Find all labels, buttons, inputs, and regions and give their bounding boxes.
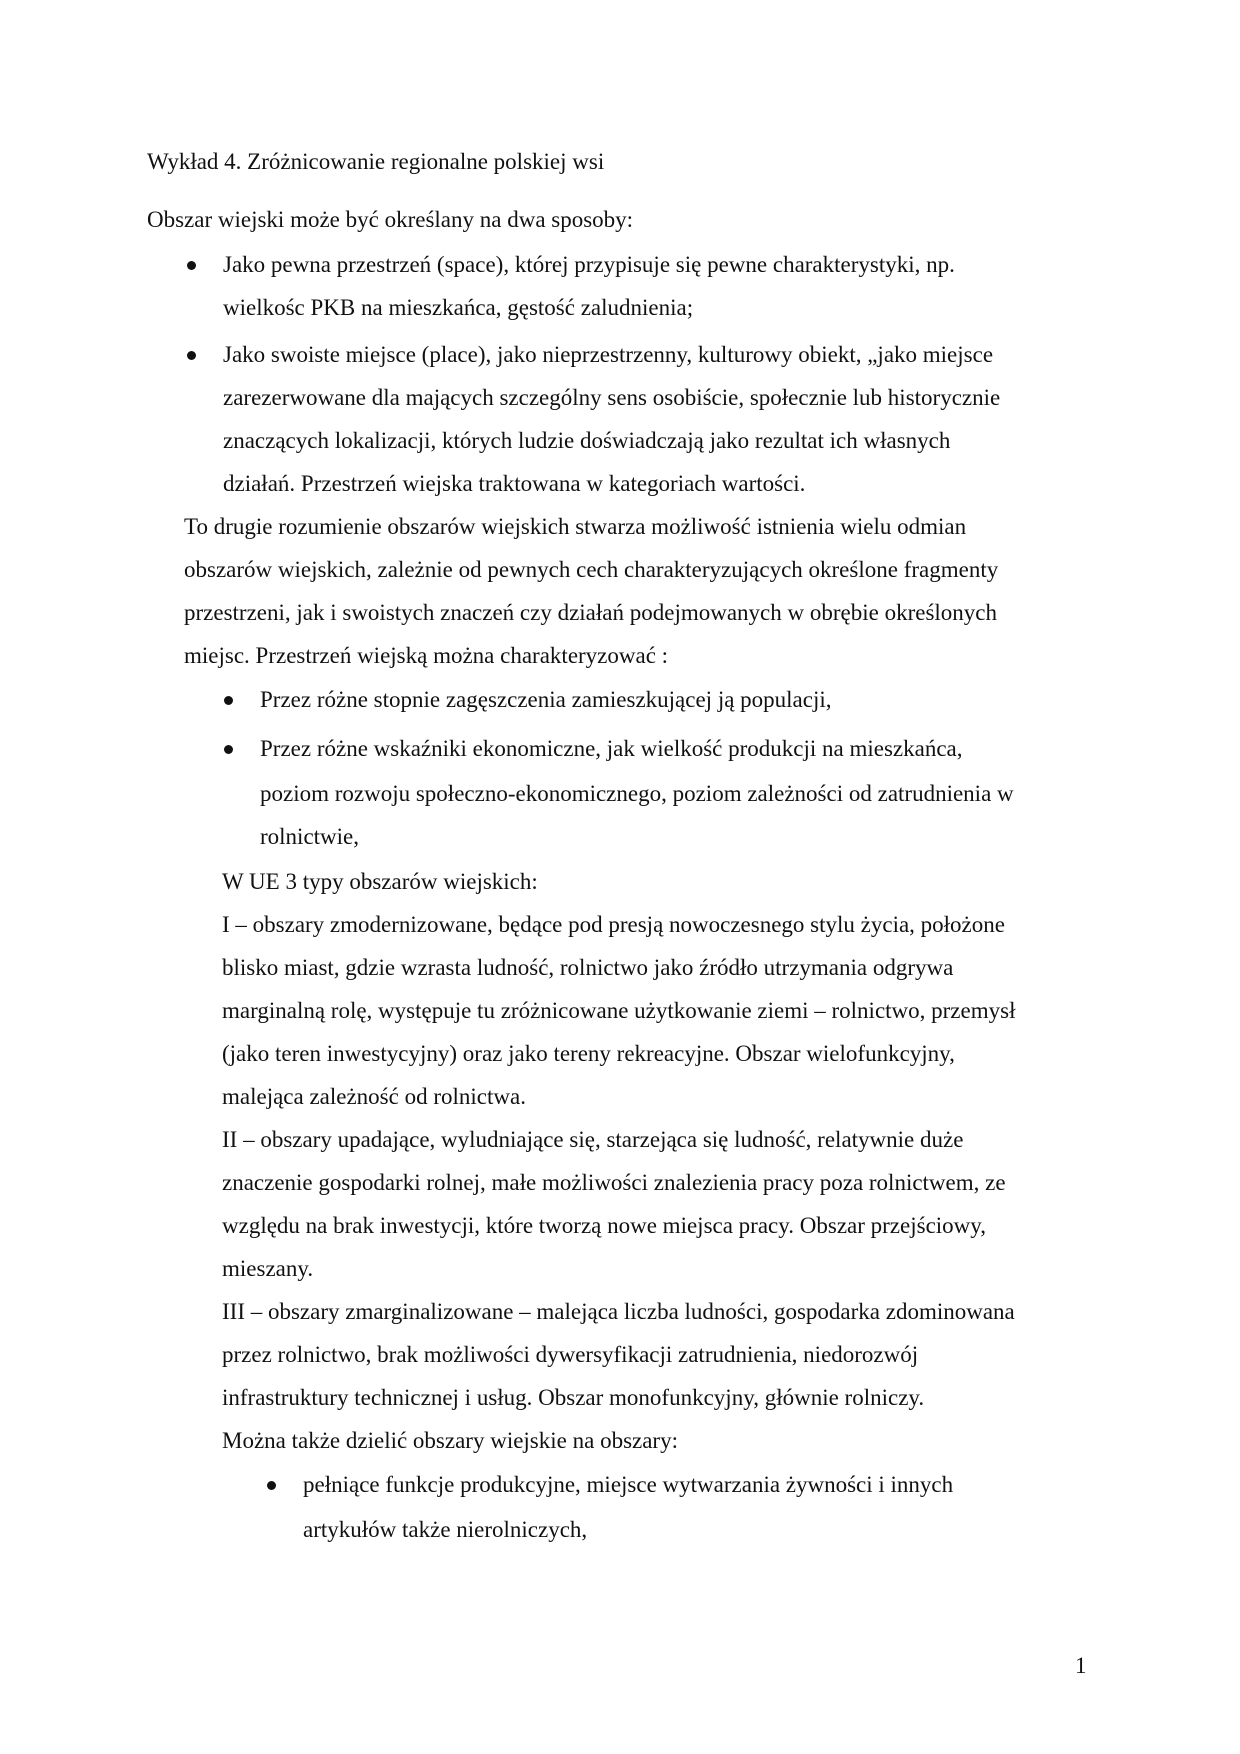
paragraph-line: infrastruktury technicznej i usług. Obszar monofunkcyjny, głównie rolniczy. <box>222 1385 925 1410</box>
intro-paragraph: Obszar wiejski może być określany na dwa sposoby: <box>147 207 634 232</box>
bullet-text: Przez różne wskaźniki ekonomiczne, jak wielkość produkcji na mieszkańca, <box>260 736 963 761</box>
bullet-text: Jako swoiste miejsce (place), jako nieprzestrzenny, kulturowy obiekt, „jako miejsce <box>223 342 994 367</box>
paragraph-line: miejsc. Przestrzeń wiejską można charakteryzować : <box>184 643 669 668</box>
page-number: 1 <box>1075 1653 1087 1678</box>
bullet-text: Jako pewna przestrzeń (space), której przypisuje się pewne charakterystyki, np. <box>223 252 955 277</box>
paragraph-line: malejąca zależność od rolnictwa. <box>222 1084 526 1109</box>
paragraph-line: Można także dzielić obszary wiejskie na obszary: <box>222 1428 678 1453</box>
bullet-text: działań. Przestrzeń wiejska traktowana w kategoriach wartości. <box>223 471 806 496</box>
bullet-text: Przez różne stopnie zagęszczenia zamieszkującej ją populacji, <box>260 687 832 712</box>
paragraph-line: To drugie rozumienie obszarów wiejskich stwarza możliwość istnienia wielu odmian <box>184 514 967 539</box>
bullet-text: pełniące funkcje produkcyjne, miejsce wytwarzania żywności i innych <box>303 1472 954 1497</box>
paragraph-line: przez rolnictwo, brak możliwości dywersyfikacji zatrudnienia, niedorozwój <box>222 1342 919 1367</box>
bullet-dot <box>187 261 196 270</box>
bullet-dot <box>267 1481 276 1490</box>
bullet-text: poziom rozwoju społeczno-ekonomicznego, poziom zależności od zatrudnienia w <box>260 781 1014 806</box>
paragraph-line: znaczenie gospodarki rolnej, małe możliwości znalezienia pracy poza rolnictwem, ze <box>222 1170 1006 1195</box>
document-title: Wykład 4. Zróżnicowanie regionalne polskiej wsi <box>147 149 605 174</box>
paragraph-line: obszarów wiejskich, zależnie od pewnych cech charakteryzujących określone fragmenty <box>184 557 999 582</box>
paragraph-line: przestrzeni, jak i swoistych znaczeń czy działań podejmowanych w obrębie określonych <box>184 600 997 625</box>
bullet-text: rolnictwie, <box>260 824 359 849</box>
bullet-dot <box>187 351 196 360</box>
bullet-text: artykułów także nierolniczych, <box>303 1517 588 1542</box>
paragraph-line: II – obszary upadające, wyludniające się, starzejąca się ludność, relatywnie duże <box>222 1127 964 1152</box>
bullet-dot <box>224 745 233 754</box>
paragraph-line: marginalną rolę, występuje tu zróżnicowane użytkowanie ziemi – rolnictwo, przemysł <box>222 998 1016 1023</box>
paragraph-line: blisko miast, gdzie wzrasta ludność, rolnictwo jako źródło utrzymania odgrywa <box>222 955 954 980</box>
paragraph-line: mieszany. <box>222 1256 314 1281</box>
bullet-text: zarezerwowane dla mających szczególny sens osobiście, społecznie lub historycznie <box>223 385 1001 410</box>
paragraph-line: I – obszary zmodernizowane, będące pod presją nowoczesnego stylu życia, położone <box>222 912 1005 937</box>
paragraph-line: III – obszary zmarginalizowane – malejąca liczba ludności, gospodarka zdominowana <box>222 1299 1015 1324</box>
paragraph-line: W UE 3 typy obszarów wiejskich: <box>222 869 538 894</box>
bullet-text: wielkośc PKB na mieszkańca, gęstość zaludnienia; <box>223 295 694 320</box>
paragraph-line: (jako teren inwestycyjny) oraz jako tereny rekreacyjne. Obszar wielofunkcyjny, <box>222 1041 955 1066</box>
bullet-text: znaczących lokalizacji, których ludzie doświadczają jako rezultat ich własnych <box>223 428 951 453</box>
bullet-dot <box>224 696 233 705</box>
paragraph-line: względu na brak inwestycji, które tworzą nowe miejsca pracy. Obszar przejściowy, <box>222 1213 987 1238</box>
